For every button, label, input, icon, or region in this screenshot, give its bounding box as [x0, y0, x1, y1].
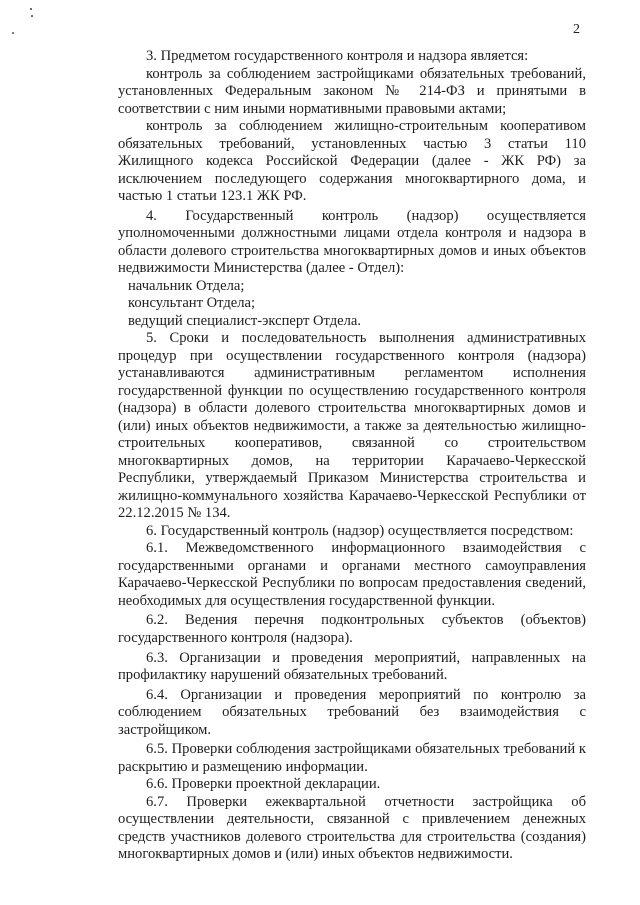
paragraph-6-4: 6.4. Организации и проведения мероприятий по контролю за соблюдением обязательных требований без взаимодействия с застройщиком. — [118, 686, 586, 738]
paragraph-6-7: 6.7. Проверки ежеквартальной отчетности застройщика об осуществлении деятельности, связанной с привлечением денежных средств участников долевого строительства для строительства (создания) многоквартирных домов и (или) иных объектов недвижимости. — [118, 793, 586, 863]
position-specialist: ведущий специалист-эксперт Отдела. — [128, 312, 362, 329]
document-body — [118, 48, 586, 864]
paragraph-3: 3. Предметом государственного контроля и надзора является: — [146, 48, 529, 64]
paragraph-6: 6. Государственный контроль (надзор) осуществляется посредством: — [146, 522, 574, 539]
scan-dot — [12, 32, 14, 34]
position-head: начальник Отдела; — [128, 277, 245, 294]
paragraph-3-item-2: контроль за соблюдением жилищно-строительным кооперативом обязательных требований, установленных частью 3 статьи 110 Жилищного кодекса Российской Федерации (далее - ЖК РФ) за исключением последующего содержания многоквартирного дома, и частью 1 статьи 123.1 ЖК РФ. — [118, 118, 586, 204]
paragraph-6-5: 6.5. Проверки соблюдения застройщиками обязательных требований к раскрытию и размещению информации. — [118, 741, 586, 775]
paragraph-4: 4. Государственный контроль (надзор) осуществляется уполномоченными должностными лицами отдела контроля и надзора в области долевого строительства многоквартирных домов и иных объектов недвижимости Министерства (далее - Отдел): — [118, 207, 586, 277]
paragraph-3-item-1: контроль за соблюдением застройщиками обязательных требований, установленных Федеральным законом № 214-ФЗ и принятыми в соответствии с ним иными нормативными правовыми актами; — [118, 65, 586, 117]
paragraph-6-6: 6.6. Проверки проектной декларации. — [146, 776, 381, 793]
position-consultant: консультант Отдела; — [128, 295, 256, 312]
paragraph-6-1: 6.1. Межведомственного информационного взаимодействия с государственными органами и органами местного самоуправления Карачаево-Черкесской Республики по вопросам предоставления сведений, необходимых для осуществления государственной функции. — [118, 540, 586, 609]
paragraph-5: 5. Сроки и последовательность выполнения административных процедур при осуществлении государственного контроля (надзора) устанавливаются административным регламентом исполнения государственной функции по осуществлению государственного контроля (надзора) в области долевого строительства многоквартирных домов и (или) иных объектов недвижимости, а также за деятельностью жилищно-строительных кооперативов, связанной со строительством многоквартирных домов, на территории Карачаево-Черкесской Республики, утверждаемый Приказом Министерства строительства и жилищно-коммунального хозяйства Карачаево-Черкесской Республики от 22.12.2015 № 134. — [118, 330, 586, 522]
page-number: 2 — [573, 22, 580, 37]
paragraph-6-3: 6.3. Организации и проведения мероприятий, направленных на профилактику нарушений обязательных требований. — [118, 649, 586, 684]
paragraph-6-2: 6.2. Ведения перечня подконтрольных субъектов (объектов) государственного контроля (надзора). — [118, 612, 586, 646]
scan-dot — [30, 8, 32, 10]
scan-dot — [31, 15, 33, 17]
